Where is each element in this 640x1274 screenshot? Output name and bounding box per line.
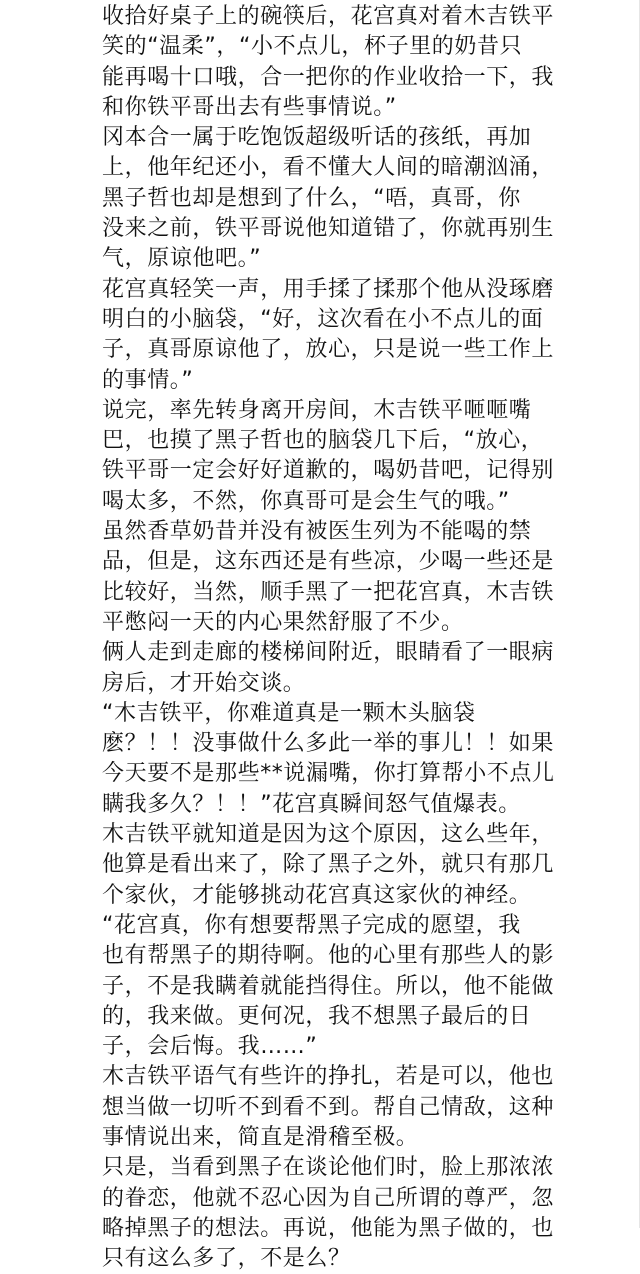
text-line: 子，会后悔。我……” bbox=[102, 1034, 318, 1060]
text-line: 俩人走到走廊的楼梯间附近，眼睛看了一眼病 bbox=[102, 640, 555, 666]
text-line: 比较好，当然，顺手黑了一把花宫真，木吉铁 bbox=[102, 579, 555, 605]
text-line: 瞒我多久？！！”花宫真瞬间怒气值爆表。 bbox=[102, 791, 521, 817]
text-line: 花宫真轻笑一声，用手揉了揉那个他从没琢磨 bbox=[102, 276, 555, 302]
text-line: 房后，才开始交谈。 bbox=[102, 670, 306, 696]
text-line: 子，不是我瞒着就能挡得住。所以，他不能做 bbox=[102, 973, 555, 999]
text-line: 想当做一切听不到看不到。帮自己情敌，这种 bbox=[102, 1094, 555, 1120]
text-line: 个家伙，才能够挑动花宫真这家伙的神经。 bbox=[102, 882, 532, 908]
text-line: 今天要不是那些**说漏嘴，你打算帮小不点儿 bbox=[102, 761, 555, 787]
text-line: 的，我来做。更何况，我不想黑子最后的日 bbox=[102, 1003, 532, 1029]
text-line: 笑的“温柔”，“小不点儿，杯子里的奶昔只 bbox=[102, 34, 523, 60]
text-line: 上，他年纪还小，看不懂大人间的暗潮汹涌， bbox=[102, 155, 555, 181]
text-line: 子，真哥原谅他了，放心，只是说一些工作上 bbox=[102, 337, 555, 363]
text-line: 巴，也摸了黑子哲也的脑袋几下后，“放心， bbox=[102, 428, 544, 454]
text-line: 只有这么多了，不是么？ bbox=[102, 1246, 351, 1272]
text-line: 木吉铁平就知道是因为这个原因，这么些年， bbox=[102, 822, 555, 848]
text-line: 的眷恋，他就不忍心因为自己所谓的尊严，忽 bbox=[102, 1185, 555, 1211]
text-line: 平憋闷一天的内心果然舒服了不少。 bbox=[102, 609, 464, 635]
text-line: 木吉铁平语气有些许的挣扎，若是可以，他也 bbox=[102, 1064, 555, 1090]
text-line: 和你铁平哥出去有些事情说。” bbox=[102, 94, 397, 120]
text-line: 说完，率先转身离开房间，木吉铁平咂咂嘴 bbox=[102, 397, 532, 423]
text-line: 冈本合一属于吃饱饭超级听话的孩纸，再加 bbox=[102, 125, 532, 151]
text-line: 也有帮黑子的期待啊。他的心里有那些人的影 bbox=[102, 943, 555, 969]
text-line: 铁平哥一定会好好道歉的，喝奶昔吧，记得别 bbox=[102, 458, 555, 484]
text-line: 事情说出来，简直是滑稽至极。 bbox=[102, 1124, 419, 1150]
text-line: 品，但是，这东西还是有些凉，少喝一些还是 bbox=[102, 549, 555, 575]
text-line: 气，原谅他吧。” bbox=[102, 246, 262, 272]
story-text bbox=[102, 2, 602, 1274]
text-line: “木吉铁平，你难道真是一颗木头脑袋 bbox=[102, 700, 476, 726]
text-line: 能再喝十口哦，合一把你的作业收拾一下，我 bbox=[102, 64, 555, 90]
text-line: 明白的小脑袋，“好，这次看在小不点儿的面 bbox=[102, 306, 544, 332]
text-line: 略掉黑子的想法。再说，他能为黑子做的，也 bbox=[102, 1215, 555, 1241]
text-line: 的事情。” bbox=[102, 367, 194, 393]
text-line: 没来之前，铁平哥说他知道错了，你就再别生 bbox=[102, 216, 555, 242]
text-line: 他算是看出来了，除了黑子之外，就只有那几 bbox=[102, 852, 555, 878]
text-line: 喝太多，不然，你真哥可是会生气的哦。” bbox=[102, 488, 510, 514]
text-line: 只是，当看到黑子在谈论他们时，脸上那浓浓 bbox=[102, 1155, 555, 1181]
text-line: “花宫真，你有想要帮黑子完成的愿望，我 bbox=[102, 912, 521, 938]
text-line: 收拾好桌子上的碗筷后，花宫真对着木吉铁平 bbox=[102, 4, 555, 29]
text-line: 麽？！！没事做什么多此一举的事儿！！如果 bbox=[102, 731, 555, 757]
text-line: 虽然香草奶昔并没有被医生列为不能喝的禁 bbox=[102, 519, 532, 545]
text-line: 黑子哲也却是想到了什么，“唔，真哥，你 bbox=[102, 185, 521, 211]
